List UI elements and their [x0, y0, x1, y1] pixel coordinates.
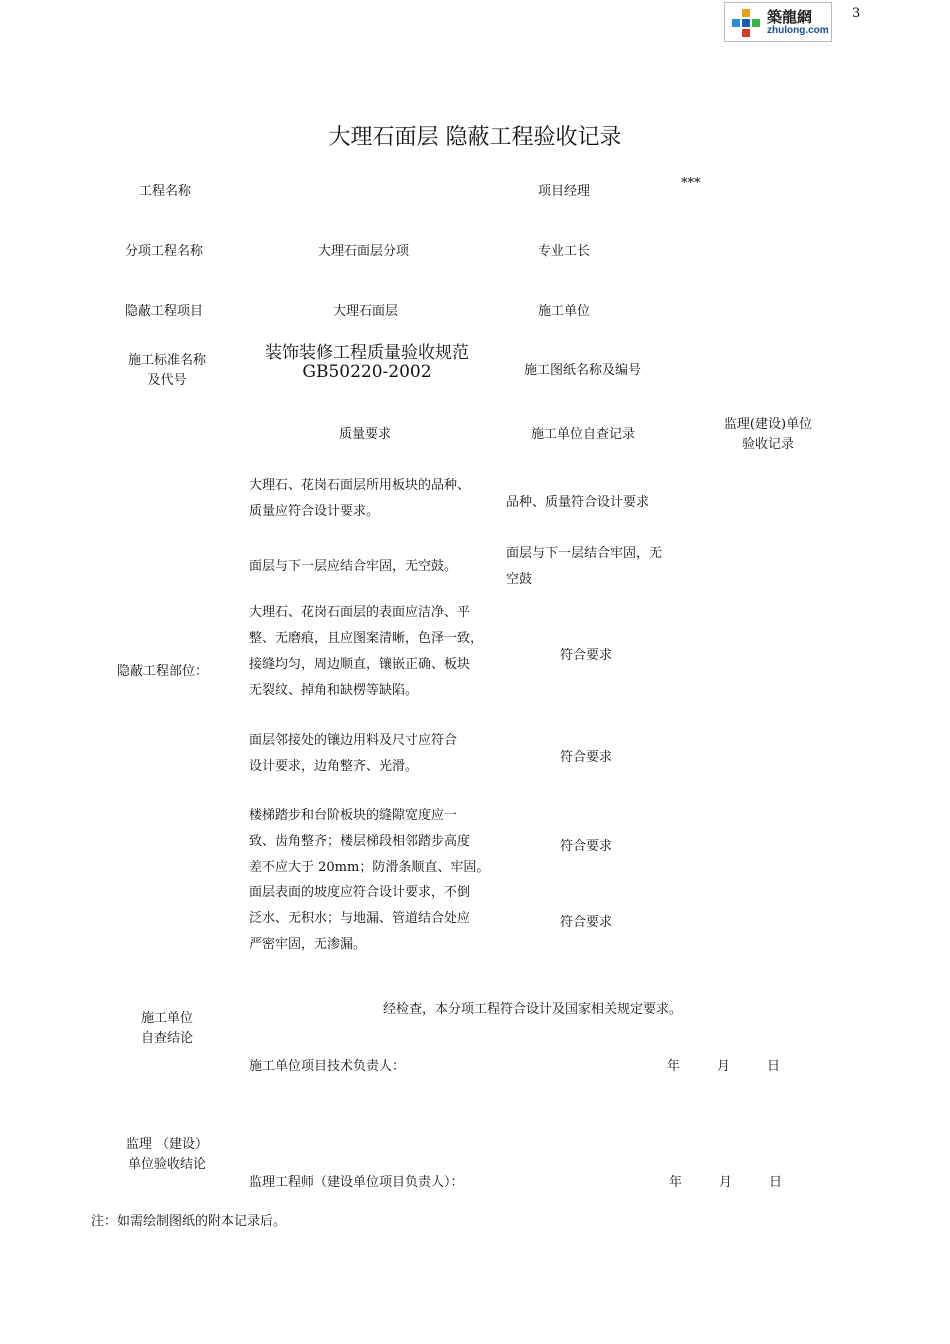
- supervision-conclusion-signer: 监理工程师（建设单位项目负责人）：: [249, 1175, 464, 1190]
- logo-name: 築龍網: [767, 8, 813, 26]
- page-title: 大理石面层 隐蔽工程验收记录: [328, 125, 622, 150]
- self-check-header: 施工单位自查记录: [531, 427, 636, 442]
- supervision-conclusion-year: 年: [669, 1175, 683, 1190]
- requirement-5: 楼梯踏步和台阶板块的缝隙宽度应一 致、齿角整齐；楼层梯段相邻踏步高度 差不应大于 20mm；防滑条顺直、牢固。: [249, 808, 490, 875]
- requirement-3: 大理石、花岗石面层的表面应洁净、平 整、无磨痕，且应图案清晰，色泽一致， 接缝均匀，周边顺直，镶嵌正确、板块 无裂纹、掉角和缺楞等缺陷。: [249, 605, 484, 698]
- sub-project-value: 大理石面层分项: [318, 244, 410, 259]
- drawing-label: 施工图纸名称及编号: [524, 363, 642, 378]
- check-4: 符合要求: [560, 750, 613, 765]
- quality-header: 质量要求: [339, 427, 392, 442]
- supervision-header-line1: 监理(建设)单位: [723, 417, 813, 432]
- hidden-item-label: 隐蔽工程项目: [125, 304, 204, 319]
- section-label: 隐蔽工程部位：: [117, 664, 209, 679]
- self-conclusion-month: 月: [717, 1059, 731, 1074]
- check-2: 面层与下一层结合牢固，无 空鼓: [506, 546, 663, 587]
- project-manager-label: 项目经理: [538, 184, 591, 199]
- check-3: 符合要求: [560, 648, 613, 663]
- zhulong-logo: [724, 2, 832, 42]
- check-5: 符合要求: [560, 839, 613, 854]
- check-1: 品种、质量符合设计要求: [506, 495, 650, 510]
- project-name-label: 工程名称: [139, 184, 192, 199]
- standard-value-line2: GB50220-2002: [302, 362, 432, 382]
- self-conclusion-year: 年: [667, 1059, 681, 1074]
- self-conclusion-text: 经检查，本分项工程符合设计及国家相关规定要求。: [383, 1002, 683, 1017]
- supervision-conclusion-label-line1: 监理 （建设）: [125, 1137, 209, 1152]
- standard-value-line1: 装饰装修工程质量验收规范: [265, 343, 469, 363]
- project-manager-value: ***: [681, 176, 701, 191]
- sub-project-label: 分项工程名称: [125, 244, 204, 259]
- self-conclusion-label-line2: 自查结论: [140, 1031, 193, 1046]
- self-conclusion-signer: 施工单位项目技术负责人：: [249, 1059, 406, 1074]
- standard-label-line2: 及代号: [147, 373, 187, 388]
- requirement-6: 面层表面的坡度应符合设计要求，不倒 泛水、无积水；与地漏、管道结合处应 严密牢固，无渗漏。: [249, 885, 471, 952]
- supervision-conclusion-day: 日: [769, 1175, 783, 1190]
- self-conclusion-label-line1: 施工单位: [140, 1011, 193, 1026]
- logo-url: zhulong.com: [767, 25, 829, 36]
- zhulong-logo-icon: [731, 8, 761, 38]
- self-conclusion-day: 日: [767, 1059, 781, 1074]
- page-number: 3: [852, 6, 861, 21]
- footnote: 注：如需绘制图纸的附本记录后。: [91, 1214, 287, 1229]
- hidden-item-value: 大理石面层: [333, 304, 399, 319]
- check-6: 符合要求: [560, 915, 613, 930]
- requirement-1: 大理石、花岗石面层所用板块的品种、 质量应符合设计要求。: [249, 478, 471, 519]
- construction-unit-label: 施工单位: [538, 304, 591, 319]
- foreman-label: 专业工长: [538, 244, 591, 259]
- standard-label-line1: 施工标准名称: [127, 353, 206, 368]
- supervision-header-line2: 验收记录: [741, 437, 794, 452]
- requirement-2: 面层与下一层应结合牢固，无空鼓。: [249, 559, 458, 574]
- requirement-4: 面层邻接处的镶边用料及尺寸应符合 设计要求，边角整齐、光滑。: [249, 733, 458, 774]
- supervision-conclusion-month: 月: [719, 1175, 733, 1190]
- supervision-conclusion-label-line2: 单位验收结论: [127, 1157, 206, 1172]
